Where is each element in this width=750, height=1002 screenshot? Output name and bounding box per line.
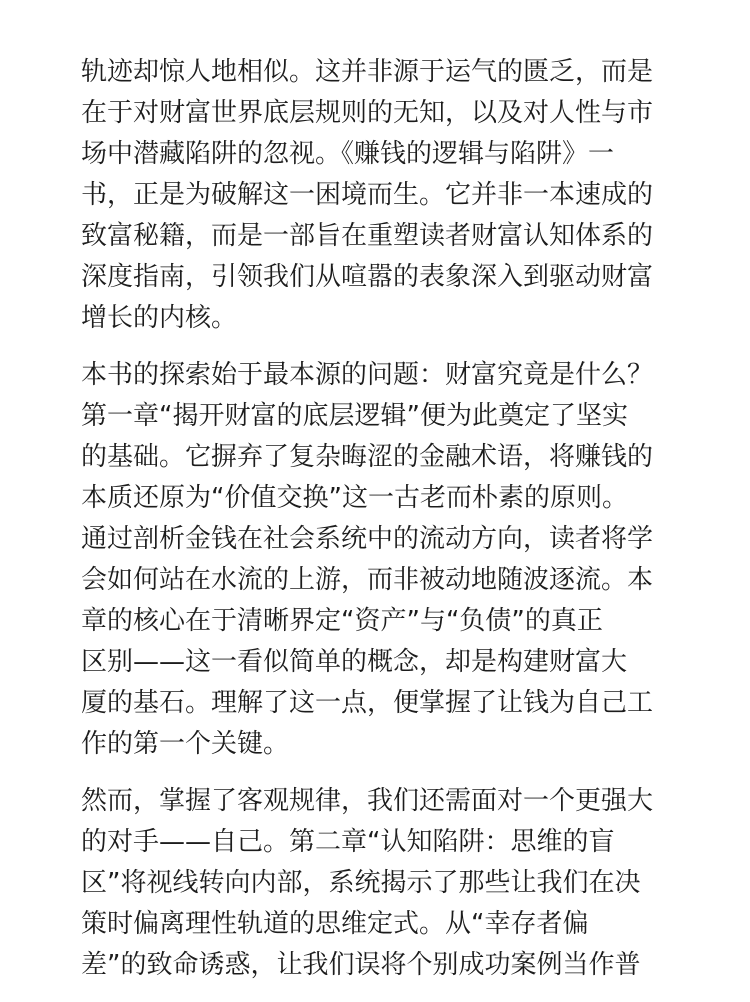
text-line: 本书的探索始于最本源的问题：财富究竟是什么？ [81, 360, 654, 390]
text-line: 书，正是为破解这一困境而生。它并非一本速成的 [81, 180, 654, 210]
text-line: 区”将视线转向内部，系统揭示了那些让我们在决 [81, 868, 641, 898]
paragraph-1 [81, 52, 681, 339]
text-line: 本质还原为“价值交换”这一古老而朴素的原则。 [81, 483, 628, 513]
text-line: 差”的致命诱惑，让我们误将个别成功案例当作普 [81, 950, 641, 980]
text-line: 深度指南，引领我们从喧嚣的表象深入到驱动财富 [81, 262, 654, 292]
text-line: 增长的内核。 [81, 303, 238, 333]
text-line: 在于对财富世界底层规则的无知，以及对人性与市 [81, 98, 654, 128]
paragraph-2 [81, 355, 681, 765]
article-body [81, 52, 681, 1002]
text-line: 的对手——自己。第二章“认知陷阱：思维的盲 [81, 827, 615, 857]
text-line: 会如何站在水流的上游，而非被动地随波逐流。本 [81, 565, 654, 595]
text-line: 章的核心在于清晰界定“资产”与“负债”的真正 [81, 606, 603, 636]
text-line: 场中潜藏陷阱的忽视。《赚钱的逻辑与陷阱》一 [81, 139, 615, 169]
text-line: 第一章“揭开财富的底层逻辑”便为此奠定了坚实 [81, 401, 628, 431]
text-line: 然而，掌握了客观规律，我们还需面对一个更强大 [81, 786, 654, 816]
text-line: 通过剖析金钱在社会系统中的流动方向，读者将学 [81, 524, 654, 554]
text-line: 轨迹却惊人地相似。这并非源于运气的匮乏，而是 [81, 57, 654, 87]
text-line: 区别——这一看似简单的概念，却是构建财富大 [81, 647, 628, 677]
text-line: 厦的基石。理解了这一点，便掌握了让钱为自己工 [81, 688, 654, 718]
text-line: 策时偏离理性轨道的思维定式。从“幸存者偏 [81, 909, 589, 939]
text-line: 作的第一个关键。 [81, 729, 290, 759]
text-line: 的基础。它摒弃了复杂晦涩的金融术语，将赚钱的 [81, 442, 654, 472]
text-line: 致富秘籍，而是一部旨在重塑读者财富认知体系的 [81, 221, 654, 251]
paragraph-3 [81, 781, 681, 986]
